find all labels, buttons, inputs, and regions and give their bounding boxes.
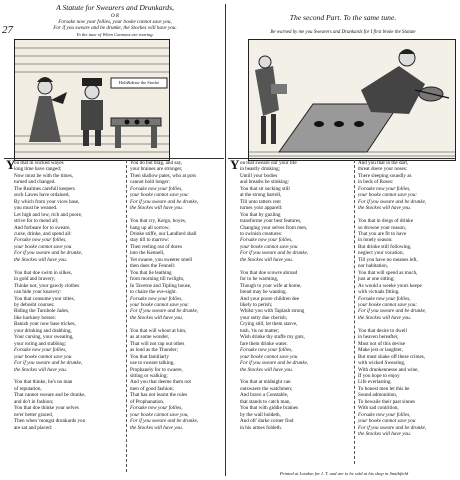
verse-line: for to be warming, <box>240 276 279 283</box>
verse-line: the Stockes will have you. <box>130 205 183 212</box>
verse-line: You do but brag, and say, <box>130 160 183 166</box>
verse-line: then does the Fennell: <box>130 263 176 270</box>
verse-line: Forsake now your follies, <box>130 295 183 302</box>
verse-line: men of good fashion; <box>130 385 174 392</box>
verse-column-2 <box>130 160 224 476</box>
verse-line: Must not of this devise <box>358 340 406 347</box>
verse-line: that stands to catch man, <box>240 398 291 405</box>
verse-line: The Realmes carefull keepers <box>14 185 75 192</box>
verse-line: Forsake now your follies, <box>358 411 411 418</box>
verse-line: to chaire the eve-sight. <box>130 289 177 296</box>
verse-line: You that doe thinke your selves <box>14 405 79 412</box>
verse-line: transforme your best features, <box>240 218 302 225</box>
verse-line: Forsake now your follies, <box>14 237 67 244</box>
sheet-divider <box>225 4 226 476</box>
verse-line: your booke cannot save you, <box>130 411 189 418</box>
verse-line: To bewaile their past sinnes <box>358 398 416 405</box>
ballad-or: O R <box>110 13 120 19</box>
verse-line: your booke cannot save you: <box>358 192 418 199</box>
verse-line: Life everlasting. <box>358 379 392 386</box>
verse-line: your booke cannot save you: <box>130 301 190 308</box>
verse-line: the Stockes will have you. <box>14 366 67 373</box>
woodcut-caption: Hold&draw the Stocke <box>118 80 160 85</box>
verse-line: the Stockes will have you. <box>358 205 411 212</box>
verse-line: by the wall holdeth, <box>240 411 281 418</box>
verse-line: With drunkennesse and wine, <box>358 366 419 373</box>
verse-line: in beastly drinking; <box>240 166 280 173</box>
verse-line: of Prophanation. <box>130 398 165 405</box>
verse-line: of reputation, <box>14 385 42 392</box>
verse-line: at the strong barrell, <box>240 192 282 199</box>
verse-line: Forsake now your follies, <box>240 237 293 244</box>
verse-line: And your poore children dee <box>240 295 300 302</box>
verse-line: And you that deeme them not <box>130 379 191 386</box>
verse-line: into the Kennell, <box>130 250 165 257</box>
verse-line: Then reeling out of dores <box>130 243 182 250</box>
verse-line: hang up all sorrow; <box>130 224 170 231</box>
verse-line: To honest men let this be <box>358 385 410 392</box>
verse-line: Drinke stiffe, our Landlord shall <box>130 230 197 237</box>
verse-line: Though to your wife at home, <box>240 282 302 289</box>
verse-line: bread may be wanting. <box>240 289 287 296</box>
verse-line: Banish your now base trickes, <box>14 321 76 328</box>
verse-line: your sotty due cherish; <box>240 314 287 321</box>
verse-line: ou that in wicked wayes <box>14 160 64 166</box>
drop-cap-left: Y <box>6 157 16 172</box>
verse-line: fare them drinke water. <box>240 340 288 347</box>
verse-line: You that at midnight can <box>240 379 291 386</box>
verse-line: Your cursing, your swearing, <box>14 334 74 341</box>
verse-line: For if you sweare and be drunke, <box>14 360 83 367</box>
verse-line: By which from your vices base, <box>14 198 80 205</box>
verse-line: curse, drinke, and spend all: <box>14 230 72 237</box>
verse-line: so drowne your reason, <box>358 224 406 231</box>
verse-line: Riding the Turnbole Jades, <box>14 308 70 315</box>
verse-line: tush, 'tis no matter; <box>240 327 280 334</box>
verse-line: That you are fit to have <box>358 230 407 237</box>
verse-column-1 <box>14 160 126 476</box>
verse-line: Yet swaere, you sweeter smell <box>130 256 193 263</box>
verse-line: strive for to mend all; <box>14 218 59 225</box>
verse-line: just at one sitting; <box>358 276 395 283</box>
verse-line: Forsake now your follies, <box>358 185 411 192</box>
verse-line: But drinke still following, <box>358 243 412 250</box>
verse-line: For if you sweare and be drunke, <box>358 198 427 205</box>
verse-line: and do't in fashion; <box>14 398 54 405</box>
verse-line: sitting or walking; <box>130 372 168 379</box>
verse-line: You that familiarly <box>130 353 169 360</box>
verse-line: And brave a Constable, <box>240 392 289 399</box>
verse-line: such Lawes have ordained, <box>14 192 70 199</box>
verse-line: In Taverne and Tipling house, <box>130 282 192 289</box>
verse-line: in beds of Roses: <box>358 179 394 186</box>
rule-right <box>228 158 456 159</box>
verse-line: Then shallow pates, who at pots <box>130 172 196 179</box>
ballad-tune: To the tune of When Cannons are roaring. <box>76 32 154 37</box>
verse-line: Prophanely for to swaere, <box>130 366 183 373</box>
verse-line: outswaere the watchmen; <box>240 385 293 392</box>
verse-line: For if you sweare and be drunke, <box>130 198 199 205</box>
verse-line: in heaven hereafter, <box>358 334 399 341</box>
verse-line: Let high and low, rich and poore, <box>14 211 83 218</box>
verse-line: You that desire to dwell <box>358 327 407 334</box>
verse-line: the Stockes will have you. <box>240 256 293 263</box>
verse-line: your booke cannot save you <box>14 353 72 360</box>
second-part-subtitle: Be warned by me you Swearers and Drunkards for I first broke the Statute <box>270 30 416 35</box>
imprint: Printed at London for I. T. and are to be sold at his shop in Smithfield <box>279 471 409 476</box>
verse-line: You that consume your stites, <box>14 295 75 302</box>
verse-line: For if you sweare and be drunke, <box>14 250 83 257</box>
verse-line: use to sweare talking, <box>130 360 175 367</box>
verse-line: Then when 'mongst drunkards you <box>14 418 86 425</box>
verse-line: Forsake now your follies, <box>130 185 183 192</box>
verse-line: You that will spend as much, <box>358 269 418 276</box>
verse-line: You that sit sucking still <box>240 185 290 192</box>
verse-line: Crying still, let them starve, <box>240 321 298 328</box>
column-divider-right <box>354 160 355 464</box>
woodcut-stocks-scene <box>14 39 170 161</box>
verse-line: For if you sweare and be drunke, <box>130 418 199 425</box>
verse-line: For if you sweare and be drunke, <box>240 360 309 367</box>
verse-line: like hackney horses: <box>14 314 56 321</box>
verse-line: cannot hold longer: <box>130 179 170 186</box>
woodcut-musician-stocks <box>248 39 456 161</box>
verse-line: You that doe scowre abroad <box>240 269 298 276</box>
verse-line: You that will whoot at him, <box>130 327 187 334</box>
second-part-title: The second Part. To the same tune. <box>289 13 397 22</box>
verse-line: If you hope to enjoy <box>358 372 400 379</box>
rule-left <box>4 158 224 159</box>
verse-line: You that in dregs of drinke <box>358 218 414 225</box>
verse-line: and breaths be stinking: <box>240 179 289 186</box>
verse-line: your booke cannot save you: <box>130 192 190 199</box>
verse-line: And you that in the dart, <box>358 160 409 166</box>
verse-line: in gold and bravery; <box>14 276 56 283</box>
verse-line: But must shake off these crimes, <box>358 353 426 360</box>
verse-line: you must be weaned. <box>14 205 58 212</box>
verse-line: For if you sweare and be drunke, <box>130 308 199 315</box>
verse-line: With sad contrition, <box>358 405 399 412</box>
ballad-subtitle-1: Forsake now your follies, your booke cannot save you, <box>58 19 172 25</box>
verse-line: As would a weeke yours keepe <box>358 282 422 289</box>
verse-line: can hide your knavery: <box>14 289 62 296</box>
verse-line: as loud as the Thunder; <box>130 347 178 354</box>
verse-line: nor habitation, <box>358 263 388 270</box>
verse-line: the Stockes will have you. <box>14 256 67 263</box>
verse-line: Forsake now your follies, <box>14 347 67 354</box>
verse-line: You that cry, Kergo, boyes, <box>130 218 187 225</box>
verse-line: That cannot sweare and be drunke, <box>14 392 86 399</box>
verse-line: the Stockes will have you. <box>358 314 411 321</box>
verse-line: long time have ranged; <box>14 166 62 173</box>
column-divider-left <box>126 160 127 472</box>
verse-line: turnes your apparell: <box>240 205 283 212</box>
verse-line: with wicked Swearing, <box>358 360 406 367</box>
verse-line: your braines are stronger, <box>130 166 183 173</box>
verse-line: the Stockes will have you. <box>130 314 183 321</box>
verse-line: are sat and placed: <box>14 424 53 431</box>
verse-line: your booke cannot save you <box>240 243 298 250</box>
verse-line: That will not rap out othes <box>130 340 185 347</box>
verse-line: Forsake now your follies, <box>358 295 411 302</box>
verse-line: Whilst you with Taplash strong <box>240 308 305 315</box>
verse-line: You that with giddie braines <box>240 405 299 412</box>
verse-line: Till you have no meanes left, <box>358 256 418 263</box>
verse-line: in lonely season: <box>358 237 393 244</box>
verse-column-3 <box>240 160 354 470</box>
page-number: 27 <box>2 24 13 36</box>
verse-line: Till unto tatters rent <box>240 198 281 205</box>
verse-line: to swinish creatures: <box>240 230 283 237</box>
verse-line: your booke cannot save you <box>14 243 72 250</box>
verse-line: your booke cannot save you: <box>358 301 418 308</box>
verse-line: stay till to marrow: <box>130 237 170 244</box>
verse-line: That has not learnt the rules <box>130 392 188 399</box>
verse-line: Forsake now your follies, <box>240 347 293 354</box>
ballad-subtitle-2: For if you sweare and be drunke, the Stockes will have you. <box>53 25 177 31</box>
verse-line: You that thinke, he's no man <box>14 379 73 386</box>
verse-line: neglect your vocation, <box>358 250 404 257</box>
verse-line: And oft' darke corner find <box>240 418 294 425</box>
verse-line: For if you sweare and be drunke, <box>240 250 309 257</box>
verse-line: ne'er better graced, <box>14 411 54 418</box>
drop-cap-right: Y <box>230 157 240 172</box>
verse-line: the Stockes will have you. <box>358 431 411 438</box>
verse-line: as at some wonder, <box>130 334 170 341</box>
verse-line: your roring and stabbing: <box>14 340 67 347</box>
verse-line: For if you sweare and be drunke, <box>358 308 427 315</box>
verse-line: by debosht courses; <box>14 301 55 308</box>
verse-line: your drinking and drabbing, <box>14 327 72 334</box>
verse-line: ou that sweare our your life <box>240 160 297 166</box>
verse-line: the Stockes will have you. <box>130 424 183 431</box>
verse-line: in his armes foldeth. <box>240 424 282 431</box>
verse-line: your booke cannot save you <box>358 418 416 425</box>
verse-line: Now must be with the times, <box>14 172 74 179</box>
verse-line: your booke cannot save you <box>240 353 298 360</box>
verse-line: And forbeare for to sweare, <box>14 224 71 231</box>
verse-line: Forsake now your follies, <box>130 405 183 412</box>
verse-line: You that by guzling <box>240 211 281 218</box>
verse-column-4 <box>358 160 458 470</box>
ballad-title: A Statute for Swearers and Drunkards, <box>56 3 174 12</box>
verse-line: turned and changed. <box>14 179 56 186</box>
verse-line: You that doe swim in silkes, <box>14 269 73 276</box>
verse-line: There sleeping soundly as <box>358 172 412 179</box>
verse-line: likely to perish; <box>240 301 273 308</box>
verse-line: Wish drinke thy stuffe my guts, <box>240 334 305 341</box>
verse-line: Sound admonition, <box>358 392 398 399</box>
verse-line: Untill your bodies <box>240 172 278 179</box>
verse-line: Make jest or laughter, <box>358 347 403 354</box>
verse-line: Changing your selves from men, <box>240 224 308 231</box>
verse-line: You that lie leathing <box>130 269 172 276</box>
verse-line: with victuals fitting. <box>358 289 400 296</box>
verse-line: threat doere your noses: <box>358 166 408 173</box>
verse-line: from morning till twilight, <box>130 276 185 283</box>
verse-line: the Stockes will have you. <box>240 366 293 373</box>
verse-line: Thinke not, your gawdy clothes <box>14 282 80 289</box>
verse-line: For if you sweare and be drunke, <box>358 424 427 431</box>
